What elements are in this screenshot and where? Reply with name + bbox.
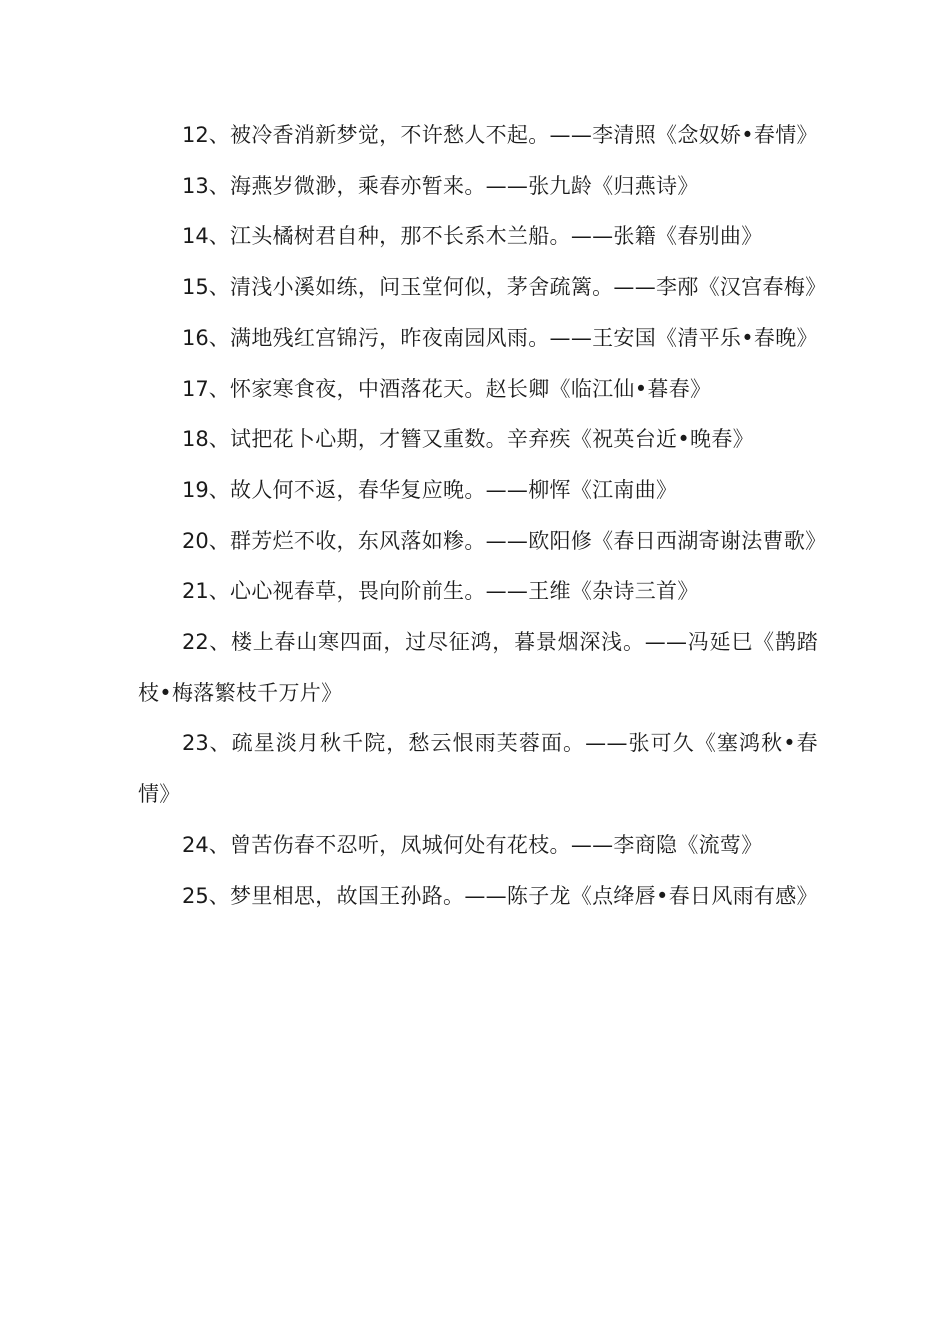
poem-quote-24 xyxy=(138,820,818,871)
entry-text: 、试把花卜心期，才簪又重数。辛弃疾《祝英台近•晚春》 xyxy=(208,427,754,452)
entry-text: 、曾苦伤春不忍听，凤城何处有花枝。——李商隐《流莺》 xyxy=(208,832,763,857)
poem-quote-19 xyxy=(138,465,818,516)
entry-text: 、江头橘树君自种，那不长系木兰船。——张籍《春别曲》 xyxy=(208,224,763,249)
entry-number: 21 xyxy=(182,579,209,604)
entry-text: 、被冷香消新梦觉，不许愁人不起。——李清照《念奴娇•春情》 xyxy=(208,123,818,147)
entry-number: 25 xyxy=(182,883,209,908)
poem-quote-22 xyxy=(138,617,818,718)
poem-quote-25 xyxy=(138,871,818,922)
entry-number: 24 xyxy=(182,832,209,857)
poem-quote-14 xyxy=(138,211,818,262)
poem-quote-13 xyxy=(138,161,818,212)
entry-text: 、疏星淡月秋千院，愁云恨雨芙蓉面。——张可久《塞鸿秋•春情》 xyxy=(138,731,818,807)
entry-number: 16 xyxy=(182,325,209,350)
entry-number: 15 xyxy=(182,275,209,300)
entry-text: 、怀家寒食夜，中酒落花天。赵长卿《临江仙•暮春》 xyxy=(208,376,712,401)
entry-number: 13 xyxy=(182,173,209,198)
poem-quote-15 xyxy=(138,262,827,313)
poem-quote-21 xyxy=(138,566,818,617)
entry-text: 、满地残红宫锦污，昨夜南园风雨。——王安国《清平乐•春晚》 xyxy=(208,325,818,350)
entry-text: 、群芳烂不收，东风落如糁。——欧阳修《春日西湖寄谢法曹歌》 xyxy=(208,528,827,553)
entry-number: 19 xyxy=(182,477,209,502)
entry-text: 、梦里相思，故国王孙路。——陈子龙《点绛唇•春日风雨有感》 xyxy=(208,883,818,908)
poem-quote-18 xyxy=(138,414,818,465)
entry-number: 17 xyxy=(182,376,209,401)
poem-quote-12 xyxy=(138,110,818,161)
entry-number: 22 xyxy=(182,630,209,655)
poem-quote-20 xyxy=(138,516,827,567)
entry-text: 、楼上春山寒四面，过尽征鸿，暮景烟深浅。——冯延巳《鹊踏枝•梅落繁枝千万片》 xyxy=(138,630,818,705)
entry-number: 23 xyxy=(182,731,209,756)
entry-text: 、清浅小溪如练，问玉堂何似，茅舍疏篱。——李邴《汉宫春梅》 xyxy=(208,275,827,300)
poem-quote-16 xyxy=(138,313,818,364)
entry-text: 、海燕岁微渺，乘春亦暂来。——张九龄《归燕诗》 xyxy=(208,173,699,198)
entry-text: 、心心视春草，畏向阶前生。——王维《杂诗三首》 xyxy=(208,579,699,604)
entry-number: 12 xyxy=(182,123,209,147)
poem-quote-23 xyxy=(138,718,818,819)
entry-text: 、故人何不返，春华复应晚。——柳恽《江南曲》 xyxy=(208,477,678,502)
poem-quote-list xyxy=(138,110,827,921)
poem-quote-17 xyxy=(138,364,818,415)
entry-number: 14 xyxy=(182,224,209,249)
entry-number: 20 xyxy=(182,528,209,553)
entry-number: 18 xyxy=(182,427,209,452)
